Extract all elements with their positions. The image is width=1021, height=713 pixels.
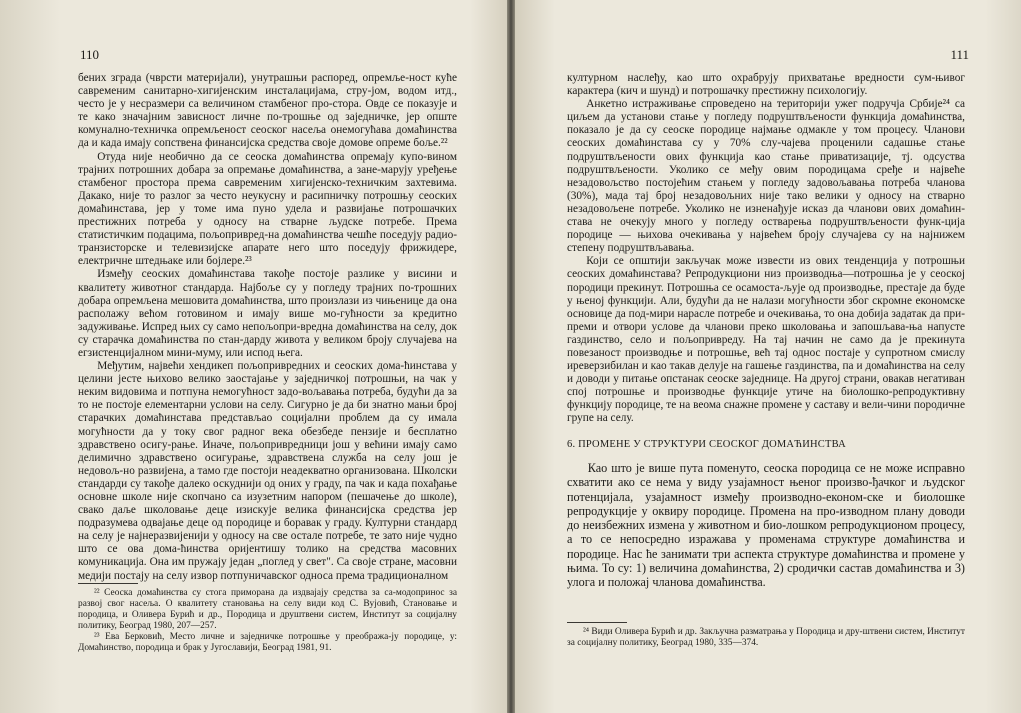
section-body-text <box>567 461 965 590</box>
section-heading: 6. ПРОМЕНЕ У СТРУКТУРИ СЕОСКОГ ДОМАЋИНСТВА <box>567 439 846 450</box>
footnote: ²³ Ева Берковић, Место личне и заједничке потрошње у преобража-ју породице, у: Домаћинство, породица и брак у Југославији, Београд 1981, 91. <box>78 632 457 653</box>
footnote-rule <box>567 622 627 623</box>
paragraph: Који се општији закључак може извести из ових тенденција у потрошњи сеоских домаћинстава? Репродукциони низ производња—потрошња је у сеоској породици прекинут. Потрошња се осамоста-љује од производње, престаје да буде у њеној функцији. Али, будући да не налази могућности због скромне економске основице да под-мири нарасле потребе и очекивања, то она добија задатак да при-преми и отвори услове да чланови преко школовања и запошљава-ња напусте газдинство, село и пољопривреду. На тај начин не само да је прекинута повезаност производње и потрошње, већ тај однос постаје у супротном смислу иреверзибилан и као такав делује на гашење газдинства, па и домаћинства на селу и доводи у питање опстанак сеоске заједнице. На другој страни, овакав негативан спој потрошње и производње функције утиче на биолошко-репродуктивну функцију породице, те на веома снажне промене у саставу и вели-чини породичне групе на селу. <box>567 255 965 425</box>
page-number: 110 <box>80 47 100 62</box>
paragraph: бених зграда (чврсти материјали), унутрашњи распоред, опремље-ност куће савременим санитарно-хигијенским инсталацијама, стру-јом, водом итд., често је у несразмери са величином стамбеног про-стора. Овде се показује и те како значајним зависност личне по-трошње од заједничке, јер опште комунално-техничка опремљеност сеоског насеља онемогућава домаћинства да и када имају сопствена финансијска средства своје домове опреме боље.²² <box>78 72 457 150</box>
footnote: ²⁴ Види Оливера Бурић и др. Закључна разматрања у Породица и дру-штвени систем, Институт за социјалну политику, Београд 1980, 335—374. <box>567 627 965 648</box>
paragraph: Анкетно истраживање спроведено на територији ужег подручја Србије²⁴ са циљем да установи стање у погледу подруштвљености функција домаћинства, показало је да су сеоске породице најмање одмакле у том процесу. Чланови сеоских домаћинстава су у 70% слу-чајева проценили садашње стање подруштвљености ових функција као стање приватизације, тј. одсуства подруштвљености. Уколико се међу овим породицама сређе и највеће незадовољство постојећим стањем у погледу задовољавања потреба чланова (30%), мада тај број незадовољних није тако велики у односу на стварно незадовољене потребе. Уколико не изненађује исказ да чланови ових домаћин-става не очекују много у погледу остварења подруштвљености функ-ција породице — њихова очекивања у највећем броју случајева су на најнижем степену подруштвљавања. <box>567 98 965 255</box>
paragraph: Отуда није необично да се сеоска домаћинства опремају купо-вином трајних потрошних добара за опремање домаћинства, а зане-марују уређење стамбеног простора према савременим хигијенско-техничким захтевима. Дакако, није то разлог за често неукусну и расипничку потрошњу сеоских домаћинстава, јер у томе има пуно удела и развијање потрошачких престижних потреба у односу на стварне људске потребе. Према статистичким подацима, пољопривред-на домаћинства чешће поседују радио-транзисторске и телевизијске апарате него што поседују фрижидере, електричне штедњаке или бојлере.²³ <box>78 150 457 268</box>
footnotes <box>567 627 965 649</box>
paragraph: културном наслеђу, као што охрабрују прихватање вредности сум-њивог карактера (кич и шунд) и потрошачку престижну психологију. <box>567 72 965 98</box>
page-number: 111 <box>950 47 969 62</box>
book-gutter <box>507 0 515 713</box>
body-text <box>78 72 457 583</box>
right-page <box>515 0 1021 713</box>
body-text <box>567 72 965 426</box>
paragraph: Између сеоских домаћинстава такође постоје разлике у висини и квалитету животног стандарда. Најбоље су у погледу трајних по-трошних добара опремљена мешовита домаћинства, што произлази из чињенице да она располажу већом готовином и имају више мо-гућности за кредитно задуживање. Испред њих су само непољопри-вредна домаћинства на селу, док су старачка домаћинства по стан-дарду живота у великом броју случајева на егзистенцијалном мини-муму, или испод њега. <box>78 268 457 359</box>
footnote: ²² Сеоска домаћинства су стога приморана да издвајају средства за са-модопринос за развој свог насеља. О квалитету становања на селу види код С. Вујовић, Становање и породица, и Оливера Бурић и др., Породица и друштвени систем, Институт за социјалну политику, Београд 1980, 207—257. <box>78 588 457 631</box>
paragraph: Као што је више пута поменуто, сеоска породица се не може исправно схватити ако се нема у виду узајамност њеног произво-ђачког и људског потенцијала, узајамност између производно-економ-ске и биолошке репродукције у оквиру породице. Промена на про-изводном плану доводи до неизбежних измена у животном и био-лошком репродукционом процесу, а то се непосредно изражава у променама структуре домаћинства и породице. Нас ће занимати три аспекта структуре домаћинства и промене у њима. То су: 1) величина домаћинства, 2) сродички састав домаћинства и 3) улога и положај чланова домаћинства. <box>567 461 965 590</box>
paragraph: Међутим, највећи хендикеп пољопривредних и сеоских дома-ћинстава у целини јесте њихово велико заостајање у заједничкој потрошњи, на чак у неким видовима и потпуна немогућност задо-вољавања потреба, будући да за то не постоје елементарни услови на селу. Сигурно је да би знатно мањи број старачких домаћинстава представљао социјални проблем да су имала могућности да у току свог радног века обезбеде пензије и бесплатно здравствено осигу-рање. Иначе, пољопривредници још у већини имају само делимично здравствено осигурање, здравствена служба на селу још је недовољ-но развијена, а тамо где постоји неадекватно организована. Школски стандарди су такође далеко оскуднији од оних у граду, па чак и када похађање основне школе није скопчано са изузетним напором (пешачење до школе), свако даље школовање деце изискује велика финансијска средства јер подразумева одвајање деце од породице и боравак у граду. Културни стандард на селу је најнеразвијенији у односу на све остале потребе, те зато није чудно што се ова дома-ћинства оријентишу толико на средства масовних комуникација. Она им пружају један „поглед у свет". Са своје стране, масовни медији постају на селу извор потпуничавског односа према традиционалном <box>78 360 457 582</box>
footnote-rule <box>78 583 138 584</box>
left-page <box>0 0 507 713</box>
footnotes <box>78 588 457 654</box>
